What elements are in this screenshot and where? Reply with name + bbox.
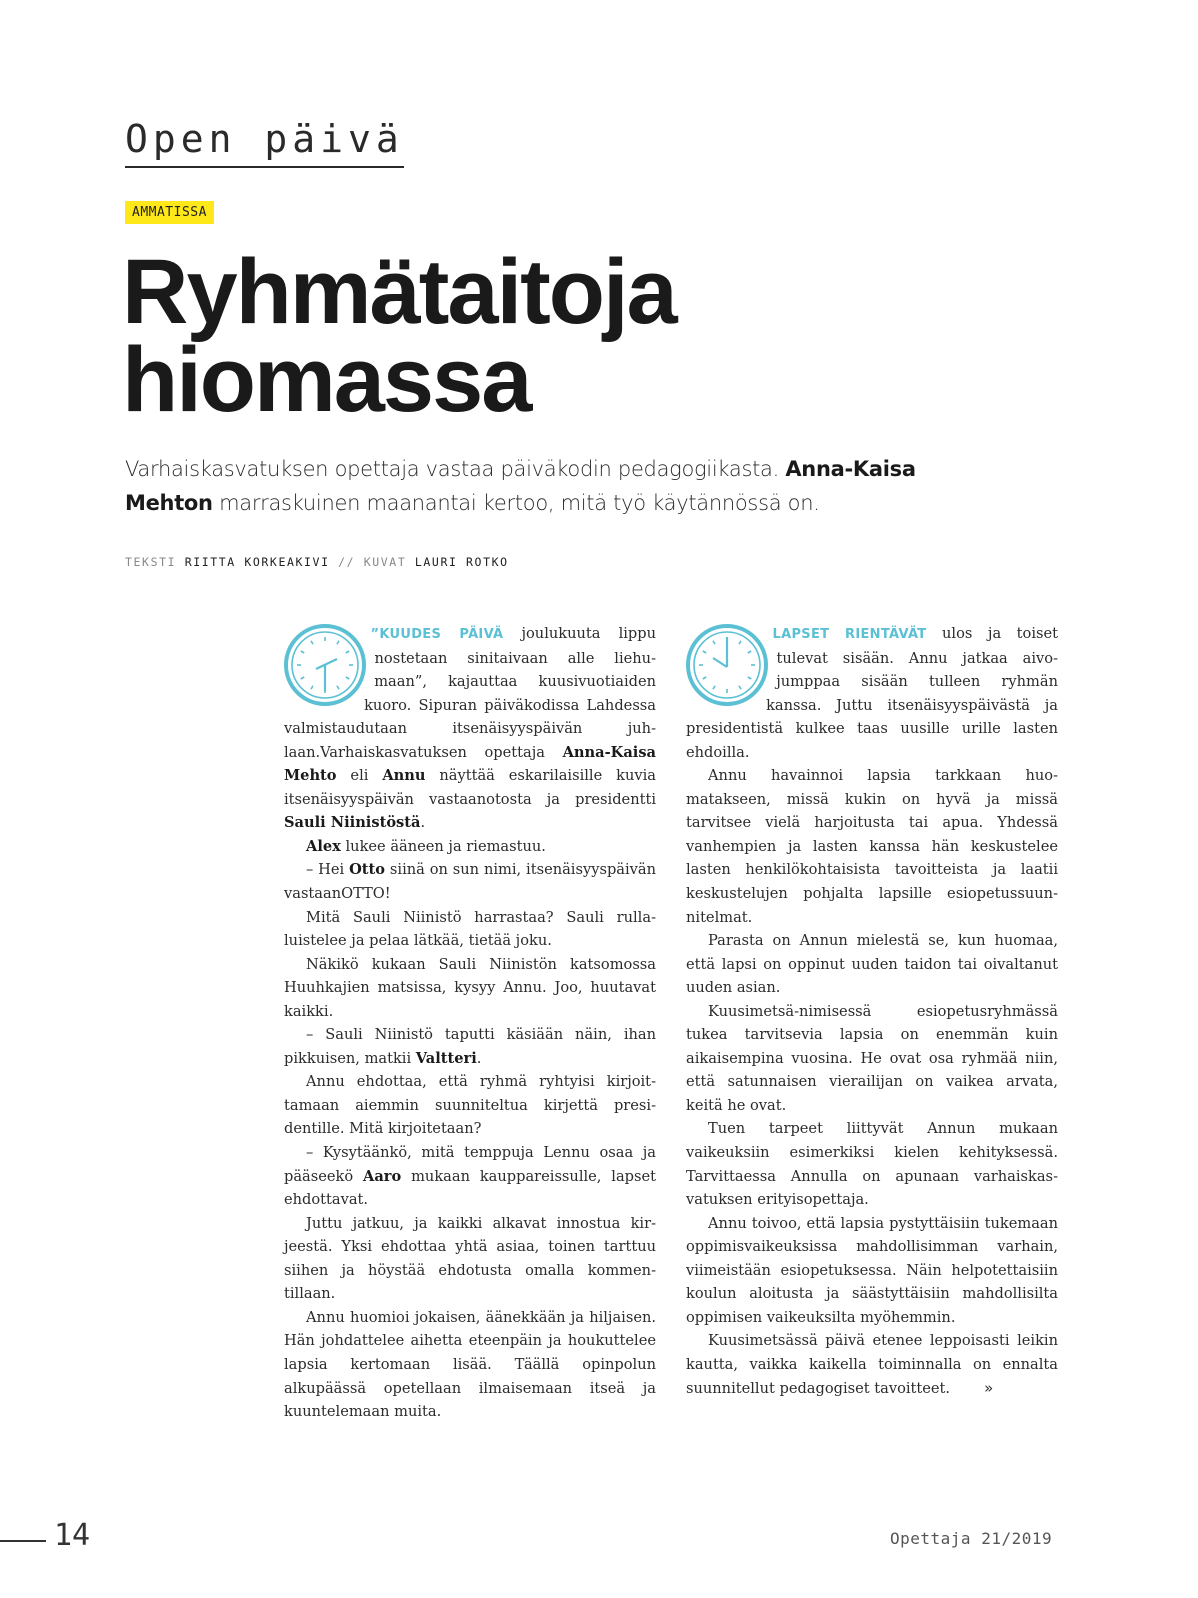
byline-text-label: TEKSTI — [125, 555, 177, 569]
clock-tick — [346, 651, 349, 653]
person-name: Aaro — [363, 1167, 402, 1185]
clock-icon — [684, 622, 770, 708]
clock-tick — [311, 641, 313, 644]
footer-rule — [0, 1540, 46, 1542]
article-paragraph — [284, 858, 656, 905]
left-column-text — [284, 622, 656, 1424]
paragraph-text: Juttu jatkuu, ja kaikki alkavat innostua kirjeestä. Yksi ehdottaa yhtä asiaa, toinen tarttuu siihen ja höystää ehdotusta omalla kommentillaan. — [284, 1214, 656, 1303]
paragraph-text: Annu toivoo, että lapsia pystyttäisiin tukemaan oppimisvaikeuksissa mahdollisimman varhain, viimeistään esiopetuksessa. Näin helpotettaisiin koulun aloitusta ja säästyttäisiin mahdollisilta oppimisen vaikeuksilta myöhemmin. — [686, 1214, 1058, 1326]
article-paragraph — [284, 1306, 656, 1424]
clock-icon — [282, 622, 368, 708]
article-column-left — [284, 622, 656, 1424]
paragraph-text: Näkikö kukaan Sauli Niinistön katsomossa Huuhkajien matsissa, kysyy Annu. Joo, huutavat kaikki. — [284, 955, 656, 1020]
magazine-issue: Opettaja 21/2019 — [890, 1529, 1053, 1548]
lead-text-2: marraskuinen maanantai kertoo, mitä työ käytännössä on. — [212, 491, 820, 515]
paragraph-text: lukee ääneen ja riemastuu. — [340, 837, 546, 855]
lead-in-caps: LAPSET RIENTÄVÄT — [772, 627, 927, 642]
paragraph-text: Kuusimetsässä päivä etenee leppoisasti leikin kautta, vaikka kaikella toiminnalla on ennalta suunnitellut pedagogiset tavoitteet. — [686, 1332, 1058, 1397]
clock-tick — [739, 686, 741, 689]
paragraph-text: Annu huomioi jokaisen, äänekkään ja hiljaisen. Hän johdattelee aihetta eteenpäin ja houkuttelee lapsia kertomaan lisää. Täällä opinpolun alkupäässä opetellaan ilmaisemaan itseä ja kuuntelemaan muita. — [284, 1308, 656, 1421]
paragraph-text: Kuusimetsä-nimisessä esiopetusryhmässä tukea tarvitsevia lapsia on enemmän kuin aikaisempina vuosina. He ovat osa ryhmää niin, että satunnaisen vierailijan on vaikea arvata, keitä he ovat. — [686, 1002, 1058, 1114]
page-number: 14 — [54, 1518, 91, 1553]
paragraph-text: Annu havainnoi lapsia tarkkaan huomatakseen, missä kukin on hyvä ja missä tarvitsee vielä harjoitusta tai apua. Yhdessä vanhempien ja lasten kanssa hän keskustelee lasten henkilökohtaisista tavoitteista ja laatii keskustelujen pohjalta lapsille esiopetussuunnitelmat. — [686, 767, 1058, 926]
paragraph-text: Mitä Sauli Niinistö harrastaa? Sauli rullaluistelee ja pelaa lätkää, tietää joku. — [284, 908, 656, 950]
paragraph-text: Tuen tarpeet liittyvät Annun mukaan vaikeuksiin esimerkiksi kielen kehityksessä. Tarvittaessa Annulla on apunaan varhaiskasvatuksen erityisopettaja. — [686, 1120, 1058, 1209]
paragraph-text: eli — [336, 767, 383, 785]
paragraph-text: mukaan kauppareissulle, lapset ehdottavat. — [284, 1167, 656, 1209]
person-name: Otto — [349, 861, 386, 879]
clock-tick — [301, 651, 304, 653]
byline — [125, 555, 509, 569]
paragraph-text: – Sauli Niinistö taputti käsiään näin, ihan pikkuisen, matkii — [284, 1026, 656, 1067]
paragraph-text: joulukuuta lippu nostetaan sinitaivaan alle liehumaan”, kajauttaa kuusivuotiaiden kuoro. Sipuran päiväkodissa Lahdessa valmistaudutaan itsenäisyyspäivän juhlaan.Varhaiskasvatuksen opettaja — [284, 625, 656, 761]
article-paragraph — [284, 835, 656, 859]
person-name: Anna-Kaisa Mehto — [284, 743, 656, 785]
headline — [122, 241, 676, 431]
clock-tick — [311, 686, 313, 689]
article-paragraph — [284, 1212, 656, 1306]
category-tag: AMMATISSA — [125, 201, 214, 224]
article-paragraph — [284, 1023, 656, 1070]
article-paragraph — [686, 929, 1058, 1000]
clock-tick — [739, 641, 741, 644]
clock-tick — [713, 641, 715, 644]
lead-text-1: Varhaiskasvatuksen opettaja vastaa päiväkodin pedagogiikasta. — [125, 457, 786, 481]
article-paragraph — [686, 764, 1058, 929]
clock-tick — [713, 686, 715, 689]
person-name: Valtteri — [415, 1049, 477, 1067]
article-paragraph — [284, 1070, 656, 1141]
lead-in-caps: ”KUUDES PÄIVÄ — [370, 627, 504, 642]
byline-photo-label: KUVAT — [363, 555, 407, 569]
clock-tick — [337, 641, 339, 644]
paragraph-text: . — [476, 1049, 482, 1067]
paragraph-text: ulos ja toiset tulevat sisään. Annu jatkaa aivojumppaa sisään tulleen ryhmän kanssa. Juttu itsenäisyyspäivästä ja presidentistä kulkee taas uusille urille lasten ehdoilla. — [686, 625, 1058, 761]
paragraph-text: näyttää eskarilaisille kuvia itsenäisyyspäivän vastaanotosta ja presidentti — [284, 767, 656, 808]
clock-tick — [748, 677, 751, 679]
lead-person-name: Anna-Kaisa Mehton — [125, 457, 916, 515]
clock-tick — [703, 651, 706, 653]
right-column-text — [686, 622, 1058, 1400]
byline-separator: // — [338, 555, 356, 569]
clock-tick — [346, 677, 349, 679]
continue-arrow-icon: » — [984, 1378, 991, 1397]
headline-line-1: Ryhmätaitoja — [122, 241, 676, 343]
clock-tick — [337, 686, 339, 689]
paragraph-text: Annu ehdottaa, että ryhmä ryhtyisi kirjoittamaan aiemmin suunniteltua kirjettä presidentille. Mitä kirjoitetaan? — [284, 1073, 656, 1138]
article-paragraph — [686, 1117, 1058, 1211]
article-column-right — [686, 622, 1058, 1400]
clock-tick — [703, 677, 706, 679]
article-paragraph — [686, 1329, 1058, 1400]
clock-tick — [748, 651, 751, 653]
article-paragraph — [284, 1141, 656, 1212]
paragraph-text: . — [420, 814, 426, 832]
lead-paragraph — [125, 452, 925, 520]
article-paragraph — [686, 1000, 1058, 1118]
byline-photographer: LAURI ROTKO — [414, 555, 509, 569]
paragraph-text: – Kysytäänkö, mitä temppuja Lennu osaa ja pääseekö — [284, 1144, 656, 1185]
paragraph-text: siinä on sun nimi, itsenäisyyspäivän vastaanOTTO! — [284, 861, 656, 903]
paragraph-text: Parasta on Annun mielestä se, kun huomaa, että lapsi on oppinut uuden taidon tai oivaltanut uuden asian. — [686, 932, 1058, 997]
clock-icon-graphic — [282, 622, 368, 708]
clock-icon-graphic — [684, 622, 770, 708]
article-paragraph — [686, 1212, 1058, 1330]
byline-writer: RIITTA KORKEAKIVI — [184, 555, 330, 569]
clock-tick — [301, 677, 304, 679]
paragraph-text: – Hei — [306, 861, 350, 879]
headline-line-2: hiomassa — [122, 329, 531, 431]
section-title: Open päivä — [125, 116, 404, 168]
person-name: Alex — [306, 837, 341, 855]
person-name: Annu — [382, 767, 426, 785]
person-name: Sauli Niinistöstä — [284, 814, 421, 832]
article-paragraph — [284, 953, 656, 1024]
article-paragraph — [284, 906, 656, 953]
